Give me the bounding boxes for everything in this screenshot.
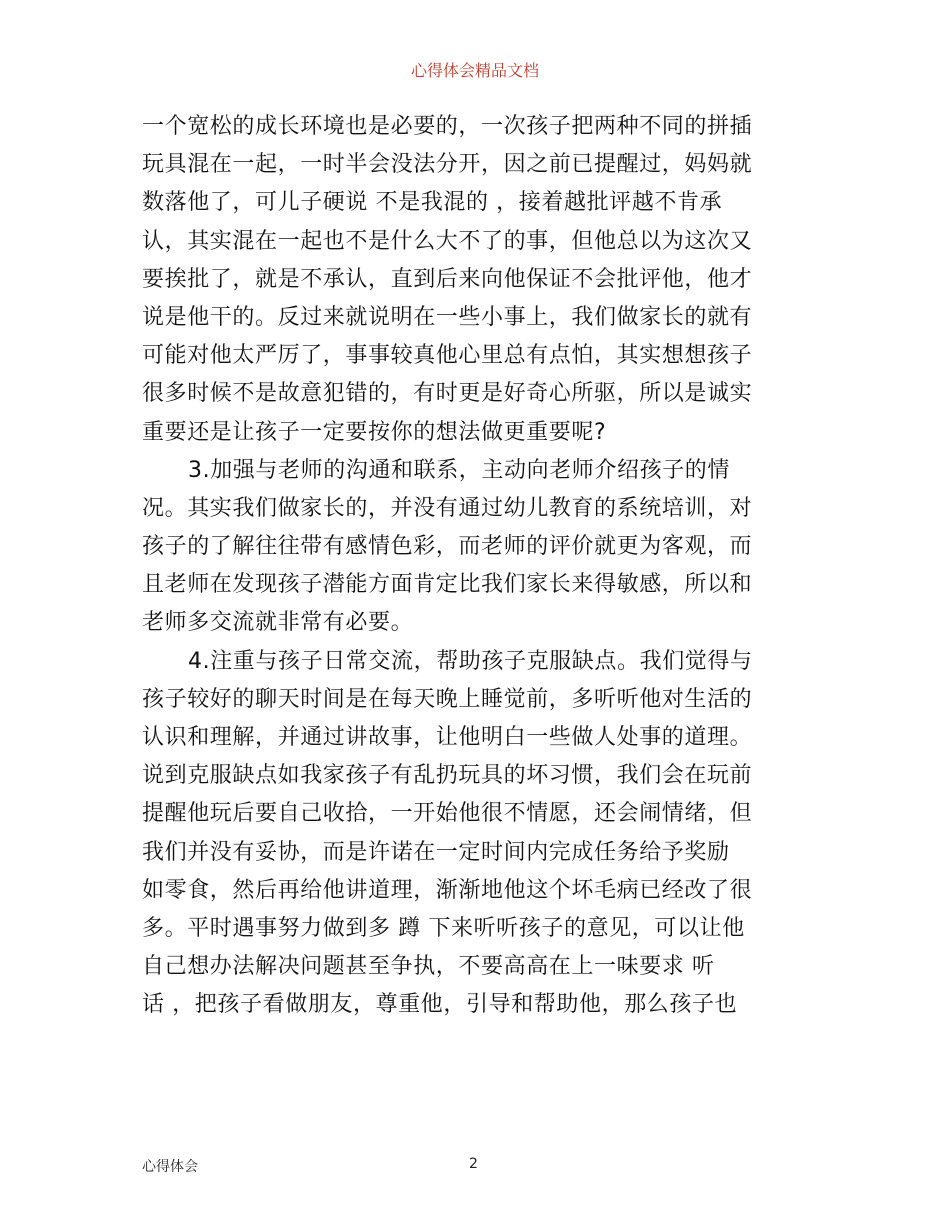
body-line: 一个宽松的成长环境也是必要的，一次孩子把两种不同的拼插: [142, 114, 753, 139]
body-line: 认，其实混在一起也不是什么大不了的事，但他总以为这次又: [142, 228, 753, 254]
body-line: 数落他了，可儿子硬说 不是我混的 ，接着越批评越不肯承: [142, 190, 723, 216]
body-line: 自己想办法解决问题甚至争执，不要高高在上一味要求 听: [142, 954, 715, 980]
body-line: 要挨批了，就是不承认，直到后来向他保证不会批评他，他才: [142, 266, 753, 292]
body-line: 孩子的了解往往带有感情色彩，而老师的评价就更为客观，而: [142, 534, 753, 560]
body-line: 我们并没有妥协，而是许诺在一定时间内完成任务给予奖励: [142, 839, 730, 865]
page-number: 2: [469, 1156, 478, 1172]
body-line: 且老师在发现孩子潜能方面肯定比我们家长来得敏感，所以和: [142, 572, 753, 598]
document-body: [142, 108, 814, 1025]
body-line: 况。其实我们做家长的，并没有通过幼儿教育的系统培训，对: [142, 495, 753, 521]
body-line: 如零食，然后再给他讲道理，渐渐地他这个坏毛病已经改了很: [142, 877, 753, 903]
body-line: 认识和理解，并通过讲故事，让他明白一些做人处事的道理。: [142, 725, 753, 750]
body-line: 可能对他太严厉了，事事较真他心里总有点怕，其实想想孩子: [142, 343, 753, 369]
body-line: 提醒他玩后要自己收拾，一开始他很不情愿，还会闹情绪，但: [142, 801, 753, 827]
body-line: 说到克服缺点如我家孩子有乱扔玩具的坏习惯，我们会在玩前: [142, 763, 753, 789]
body-line: 重要还是让孩子一定要按你的想法做更重要呢?: [142, 419, 607, 445]
document-header-title: 心得体会精品文档: [410, 61, 539, 80]
body-line: 孩子较好的聊天时间是在每天晚上睡觉前，多听听他对生活的: [142, 686, 753, 712]
body-line: 说是他干的。反过来就说明在一些小事上，我们做家长的就有: [142, 304, 753, 330]
paragraph-4-start: 4.注重与孩子日常交流，帮助孩子克服缺点。我们觉得与: [188, 648, 753, 674]
footer-label: 心得体会: [142, 1159, 198, 1175]
body-line: 话 ，把孩子看做朋友，尊重他，引导和帮助他，那么孩子也: [142, 992, 738, 1018]
body-line: 老师多交流就非常有必要。: [142, 610, 414, 636]
paragraph-3-start: 3.加强与老师的沟通和联系，主动向老师介绍孩子的情: [188, 457, 730, 483]
body-line: 玩具混在一起，一时半会没法分开，因之前已提醒过，妈妈就: [142, 152, 753, 178]
body-line: 多。平时遇事努力做到多 蹲 下来听听孩子的意见，可以让他: [142, 915, 745, 941]
body-line: 很多时候不是故意犯错的，有时更是好奇心所驱，所以是诚实: [142, 381, 753, 407]
